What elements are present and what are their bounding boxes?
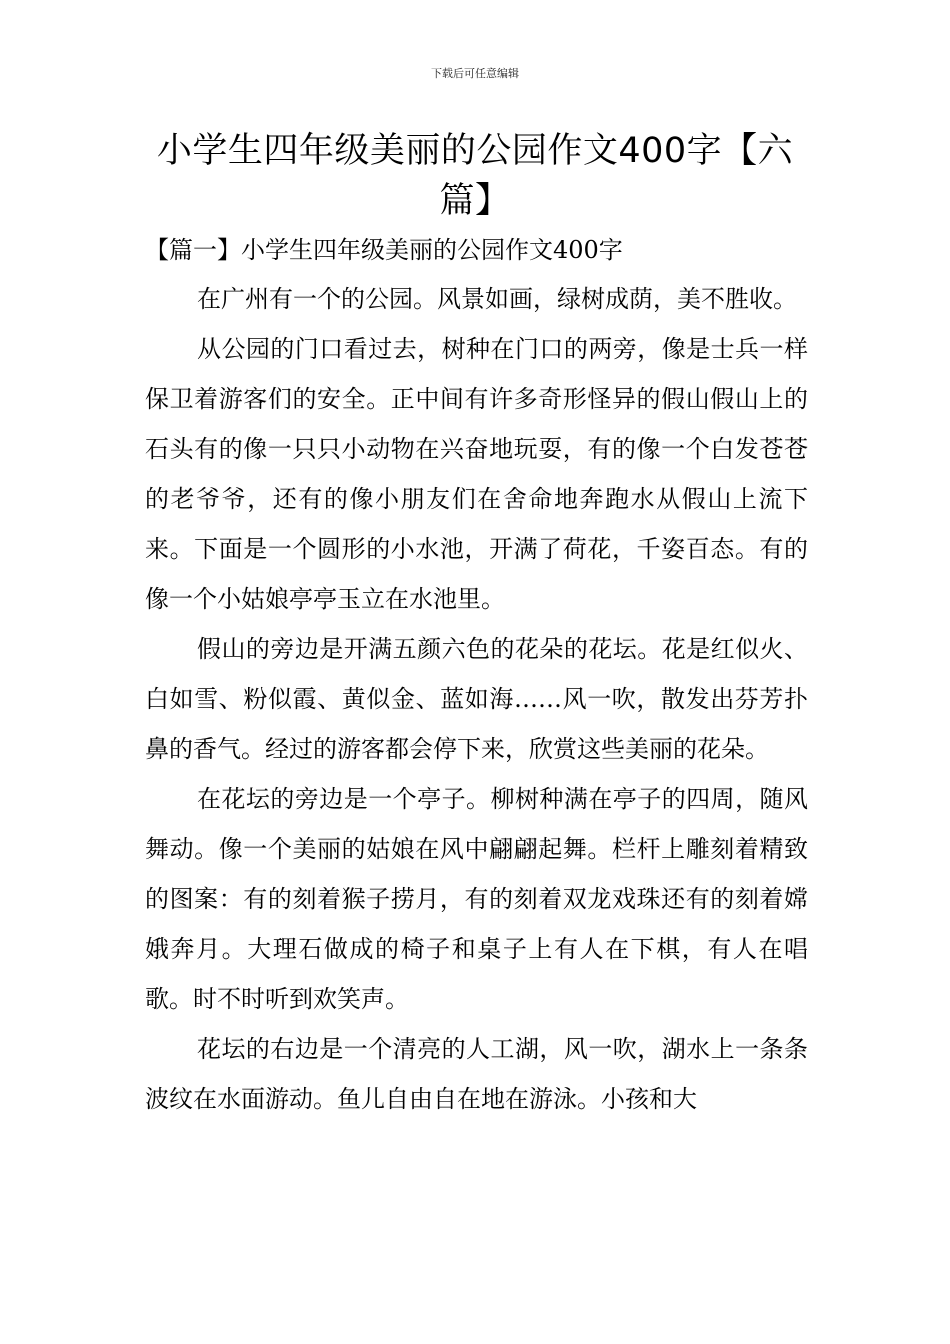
paragraph: 从公园的门口看过去，树种在门口的两旁，像是士兵一样保卫着游客们的安全。正中间有许多奇形怪异的假山假山上的石头有的像一只只小动物在兴奋地玩耍，有的像一个白发苍苍的老爷爷，还有的像小朋友们在舍命地奔跑水从假山上流下来。下面是一个圆形的小水池，开满了荷花，千姿百态。有的像一个小姑娘亭亭玉立在水池里。 — [145, 335, 808, 613]
article-body — [145, 226, 808, 1124]
paragraph: 假山的旁边是开满五颜六色的花朵的花坛。花是红似火、白如雪、粉似霞、黄似金、蓝如海……风一吹，散发出芬芳扑鼻的香气。经过的游客都会停下来，欣赏这些美丽的花朵。 — [145, 635, 808, 763]
document-title: 小学生四年级美丽的公园作文400字【六篇】 — [156, 131, 794, 221]
paragraph: 在花坛的旁边是一个亭子。柳树种满在亭子的四周，随风舞动。像一个美丽的姑娘在风中翩翩起舞。栏杆上雕刻着精致的图案：有的刻着猴子捞月，有的刻着双龙戏珠还有的刻着嫦娥奔月。大理石做成的椅子和桌子上有人在下棋，有人在唱歌。时不时听到欢笑声。 — [145, 785, 808, 1013]
header-note: 下载后可任意编辑 — [431, 67, 519, 80]
section-heading: 【篇一】小学生四年级美丽的公园作文400字 — [145, 236, 623, 264]
paragraph: 花坛的右边是一个清亮的人工湖，风一吹，湖水上一条条波纹在水面游动。鱼儿自由自在地在游泳。小孩和大 — [145, 1035, 808, 1113]
paragraph: 在广州有一个的公园。风景如画，绿树成荫，美不胜收。 — [197, 285, 797, 313]
